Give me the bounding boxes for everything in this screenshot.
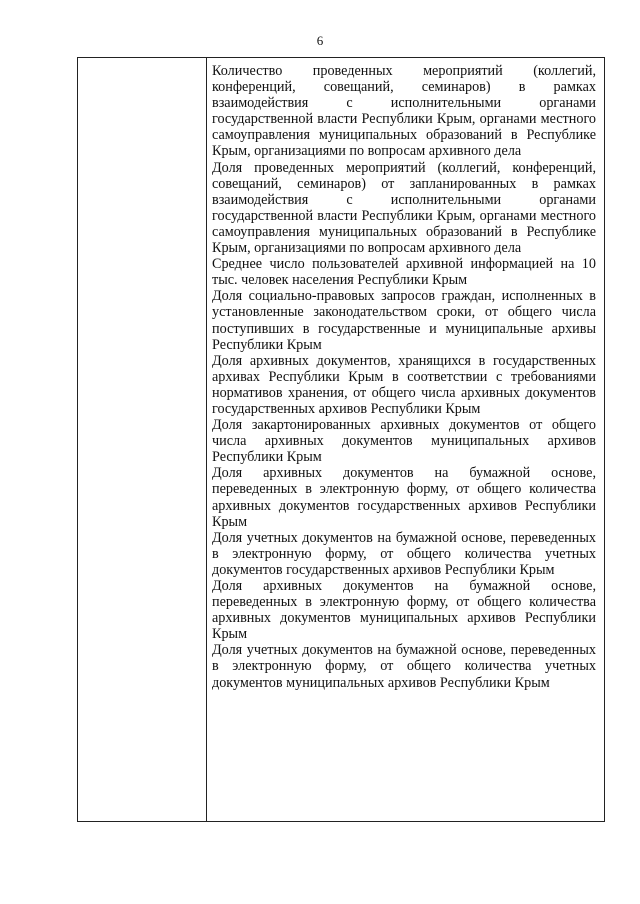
indicator-item: Доля учетных документов на бумажной основе, переведенных в электронную форму, от общего количества учетных документов государственных архивов Республики Крым [212,529,596,578]
indicator-item: Доля проведенных мероприятий (коллегий, конференций, совещаний, семинаров) от запланированных в рамках взаимодействия с исполнительными органами государственной власти Республики Крым, органами местного самоуправления муниципальных образований в Республике Крым, организациями по вопросам архивного дела [212,159,596,257]
indicator-item: Доля закартонированных архивных документов от общего числа архивных документов муниципальных архивов Республики Крым [212,417,596,466]
indicator-item: Доля архивных документов, хранящихся в государственных архивах Республики Крым в соответствии с требованиями нормативов хранения, от общего числа архивных документов государственных архивов Республики Крым [212,352,596,417]
page-number: 6 [316,33,324,48]
indicator-item: Доля учетных документов на бумажной основе, переведенных в электронную форму, от общего количества учетных документов муниципальных архивов Республики Крым [212,642,596,691]
indicator-item: Доля архивных документов на бумажной основе, переведенных в электронную форму, от общего количества архивных документов государственных архивов Республики Крым [212,465,596,530]
indicator-item: Среднее число пользователей архивной информацией на 10 тыс. человек населения Республики Крым [212,256,596,289]
indicator-item: Доля архивных документов на бумажной основе, переведенных в электронную форму, от общего количества архивных документов муниципальных архивов Республики Крым [212,578,596,643]
indicators-table [77,57,605,822]
indicator-item: Доля социально-правовых запросов граждан, исполненных в установленные законодательством сроки, от общего числа поступивших в государственные и муниципальные архивы Республики Крым [212,288,596,353]
table-right-column [212,63,596,691]
table-left-column [78,58,207,821]
indicator-item: Количество проведенных мероприятий (коллегий, конференций, совещаний, семинаров) в рамках взаимодействия с исполнительными органами государственной власти Республики Крым, органами местного самоуправления муниципальных образований в Республике Крым, организациями по вопросам архивного дела [212,63,596,160]
